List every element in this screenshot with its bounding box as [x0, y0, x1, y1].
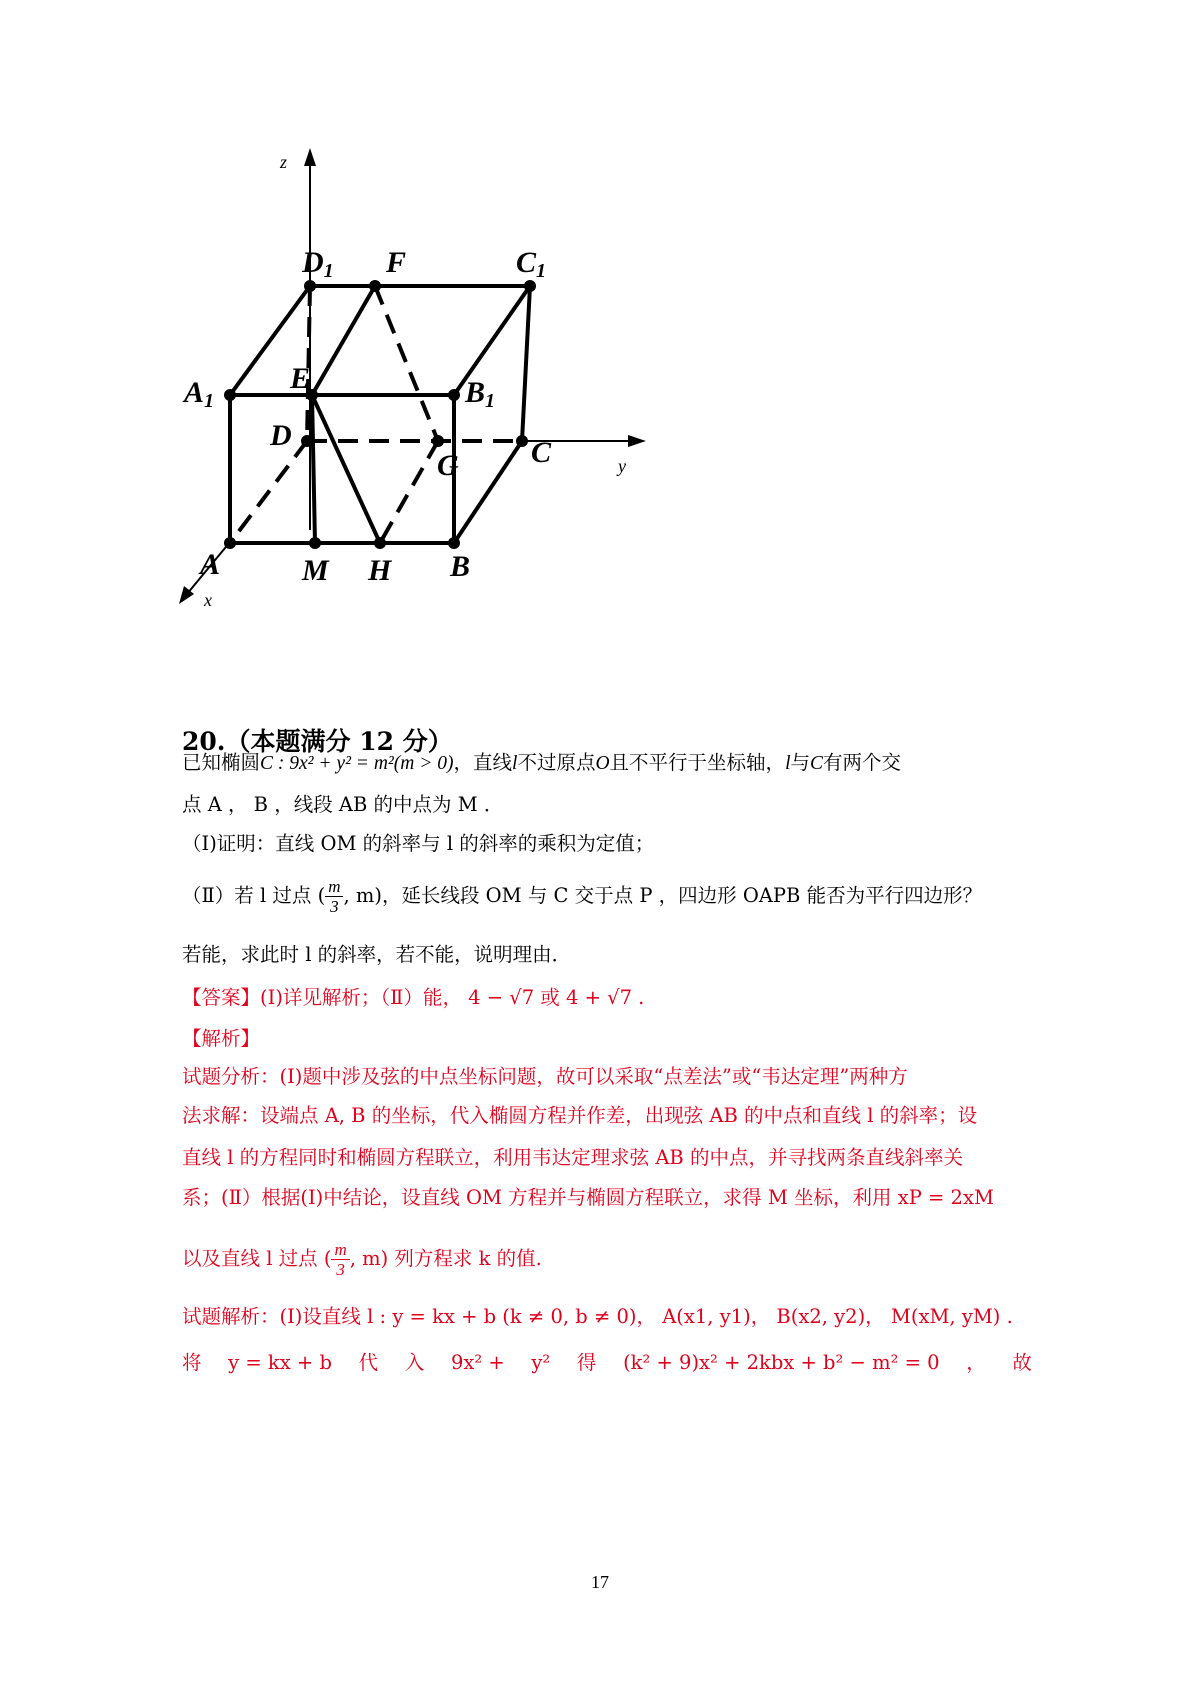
z-axis-arrow [304, 148, 316, 166]
problem-stem-line1: 已知椭圆C : 9x² + y² = m²(m > 0)，直线l不过原点O且不平行于坐标轴，l与C有两个交 [182, 751, 902, 774]
analysis-line1: 试题分析：(Ⅰ)题中涉及弦的中点坐标问题，故可以采取“点差法”或“韦达定理”两种方 [182, 1065, 908, 1088]
page-number: 17 [591, 1572, 609, 1592]
label-a: A [200, 548, 221, 581]
answer-label: 【答案】 [182, 986, 261, 1009]
label-d: D [270, 419, 292, 452]
cube-diagram [160, 140, 680, 630]
label-a1: A1 [184, 376, 215, 412]
cube-figure [160, 140, 680, 630]
analysis-line2: 法求解：设端点 A, B 的坐标，代入椭圆方程并作差，出现弦 AB 的中点和直线 l 的斜率；设 [182, 1104, 978, 1127]
problem-part2: （Ⅱ）若 l 过点 ( $\frac{m}{3}$ , m)，延长线段 OM 与 C 交于点 P ，四边形 OAPB 能否为平行四边形？ [182, 877, 983, 916]
label-e: E [290, 362, 311, 395]
answer-text: (Ⅰ)详见解析；（Ⅱ）能， 4 − √7 或 4 + √7 . [260, 986, 645, 1009]
label-m: M [302, 554, 329, 587]
label-c: C [531, 436, 552, 469]
fraction-m-over-3-analysis: $\frac{m}{3}$ [331, 1240, 349, 1279]
label-axis-z: z [280, 152, 288, 172]
problem-part1: （Ⅰ)证明：直线 OM 的斜率与 l 的斜率的乘积为定值； [182, 832, 655, 855]
fraction-m-over-3: $\frac{m}{3}$ [325, 877, 343, 916]
problem-part2-line2: 若能，求此时 l 的斜率，若不能，说明理由． [182, 943, 572, 966]
label-d1: D1 [302, 246, 334, 282]
label-axis-y: y [618, 456, 626, 476]
analysis-label: 【解析】 [182, 1027, 261, 1050]
y-axis-arrow [628, 435, 646, 447]
problem-title: 20.（本题满分 12 分） [182, 727, 453, 756]
label-h: H [368, 554, 392, 587]
analysis-line3: 直线 l 的方程同时和椭圆方程联立，利用韦达定理求弦 AB 的中点，并寻找两条直线斜率关 [182, 1146, 963, 1169]
label-c1: C1 [516, 246, 547, 282]
answer-line [182, 983, 1032, 1013]
label-b: B [450, 550, 471, 583]
analysis-detail2: 将 y = kx + b 代 入 9x² + y² 得 (k² + 9)x² + 2kbx + b² − m² = 0 ， 故 [182, 1351, 1032, 1374]
problem-stem-line2: 点 A ， B ，线段 AB 的中点为 M ． [182, 793, 504, 816]
label-axis-x: x [204, 590, 212, 610]
label-g: G [437, 449, 459, 482]
label-f: F [386, 246, 407, 279]
analysis-detail1: 试题解析：(Ⅰ)设直线 l : y = kx + b (k ≠ 0, b ≠ 0)， A(x1, y1)， B(x2, y2)， M(xM, yM) . [182, 1305, 1013, 1328]
label-b1: B1 [465, 376, 496, 412]
analysis-line4: 系；(Ⅱ）根据(Ⅰ)中结论，设直线 OM 方程并与椭圆方程联立，求得 M 坐标，利用 xP = 2xM [182, 1186, 994, 1209]
analysis-line5: 以及直线 l 过点 ( $\frac{m}{3}$ , m) 列方程求 k 的值. [182, 1240, 542, 1279]
